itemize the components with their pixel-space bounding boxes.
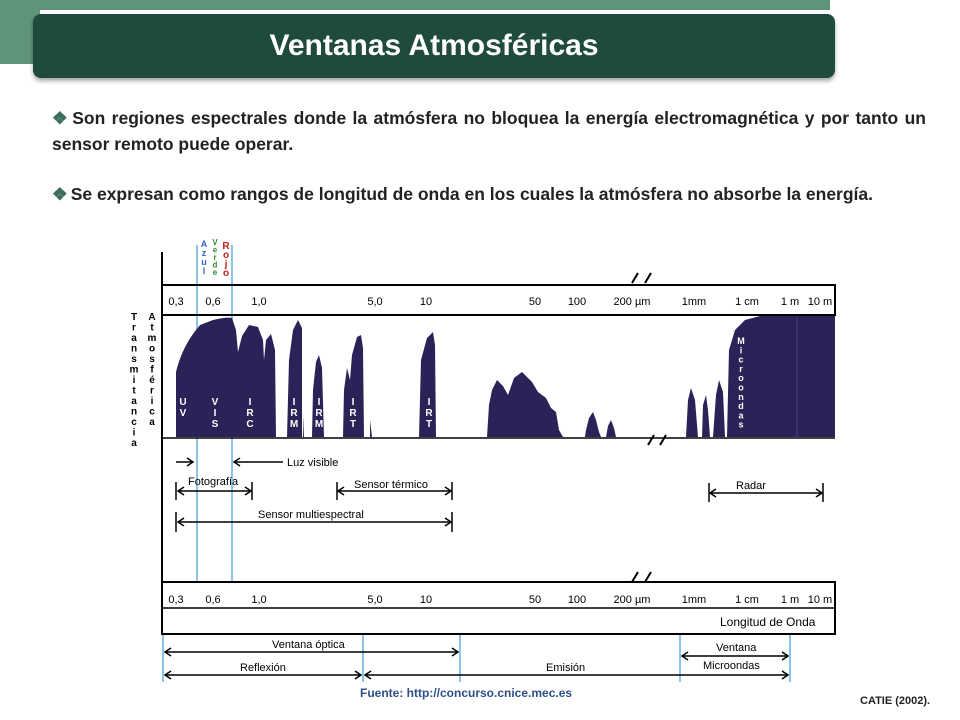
y-label-letter: é bbox=[149, 375, 155, 386]
y-label-letter: t bbox=[150, 322, 154, 334]
scale-tick-label: 0,3 bbox=[168, 296, 184, 308]
band-label-letter: M bbox=[289, 419, 299, 430]
emision-label: Emisión bbox=[546, 662, 586, 674]
band-label-letter: I bbox=[351, 397, 355, 408]
band-label-letter: M bbox=[314, 419, 324, 430]
sensor-labels bbox=[188, 457, 816, 674]
scale-tick-label: 1mm bbox=[681, 296, 707, 308]
microwave-label-letter: a bbox=[738, 410, 744, 421]
y-label-letter: t bbox=[132, 385, 136, 397]
band-label-letter: T bbox=[425, 419, 433, 430]
y-label-letter: i bbox=[132, 427, 136, 439]
y-label-letter: s bbox=[131, 354, 137, 365]
y-label-letter: i bbox=[150, 396, 154, 407]
multiespectral-label: Sensor multiespectral bbox=[258, 509, 364, 521]
ventana-optica-label: Ventana óptica bbox=[272, 639, 345, 651]
visible-color-letter: A bbox=[200, 239, 208, 249]
scale-tick-label: 50 bbox=[528, 594, 542, 606]
visible-color-labels bbox=[201, 238, 231, 279]
luz-visible-label: Luz visible bbox=[287, 457, 339, 469]
radar-label: Radar bbox=[736, 480, 766, 492]
visible-color-letter: u bbox=[201, 257, 207, 267]
y-label-letter: a bbox=[149, 417, 155, 428]
microwave-label-letter: o bbox=[738, 373, 744, 384]
scale-tick-label: 10 bbox=[419, 296, 433, 308]
band-label-letter: I bbox=[292, 397, 296, 408]
scale-tick-label: 1mm bbox=[681, 594, 707, 606]
scale-tick-label: 10 bbox=[419, 594, 433, 606]
scale-tick-label: 1 cm bbox=[735, 296, 759, 308]
y-label-letter: a bbox=[131, 333, 137, 344]
transmittance-curves bbox=[176, 316, 835, 437]
band-label-letter: R bbox=[315, 408, 323, 419]
y-label-letter: s bbox=[149, 354, 155, 365]
visible-color-letter: e bbox=[212, 245, 218, 255]
scale-tick-label: 100 bbox=[567, 594, 587, 606]
y-label-letter: A bbox=[148, 312, 156, 323]
scale-tick-label: 0,3 bbox=[168, 594, 184, 606]
band-label-letter: R bbox=[290, 408, 298, 419]
scale-tick-label: 0,6 bbox=[205, 594, 221, 606]
band-label-letter: I bbox=[427, 397, 431, 408]
scale-tick-label: 100 bbox=[567, 296, 587, 308]
guide-lines bbox=[163, 245, 790, 682]
y-axis-labels bbox=[130, 312, 157, 449]
microwave-label-letter: d bbox=[738, 401, 744, 412]
bullet-mark: ❖ bbox=[52, 108, 70, 128]
y-label-letter: n bbox=[130, 343, 138, 355]
scale-tick-label: 10 m bbox=[807, 296, 833, 308]
visible-color-letter: V bbox=[212, 238, 218, 247]
microwave-label-letter: i bbox=[739, 345, 743, 356]
scale-tick-label: 0,6 bbox=[205, 296, 221, 308]
y-label-letter: m bbox=[147, 333, 157, 344]
visible-color-letter: l bbox=[202, 266, 206, 276]
band-label-letter: I bbox=[317, 397, 321, 408]
reflexion-label: Reflexión bbox=[240, 662, 286, 674]
microwave-label-letter: M bbox=[737, 336, 745, 346]
band-label-letter: R bbox=[246, 408, 254, 419]
band-label-letter: R bbox=[425, 408, 433, 419]
y-label-letter: c bbox=[131, 417, 137, 428]
microwave-label-letter: o bbox=[738, 382, 744, 393]
band-label-letter: R bbox=[349, 408, 357, 419]
microondas-bottom-label: Microondas bbox=[703, 660, 760, 672]
y-label-letter: T bbox=[130, 312, 138, 323]
visible-color-letter: o bbox=[222, 268, 230, 279]
x-axis-label: Longitud de Onda bbox=[720, 615, 816, 629]
sensor-termico-label: Sensor térmico bbox=[354, 479, 428, 491]
visible-color-letter: r bbox=[213, 253, 217, 262]
scale-tick-label: 10 m bbox=[807, 594, 833, 606]
citation: CATIE (2002). bbox=[860, 695, 931, 707]
break-marks bbox=[632, 273, 666, 582]
y-label-letter: c bbox=[149, 406, 155, 418]
bullet-text-2: Se expresan como rangos de longitud de onda en los cuales la atmósfera no absorbe la energía. bbox=[70, 184, 874, 204]
fotografia-label: Fotografía bbox=[188, 476, 239, 488]
bullet-mark: ❖ bbox=[52, 184, 68, 204]
band-label-letter: C bbox=[246, 419, 254, 430]
scale-tick-label: 1,0 bbox=[251, 296, 267, 308]
band-label-letter: U bbox=[179, 397, 187, 408]
visible-color-letter: o bbox=[222, 250, 230, 261]
y-label-letter: r bbox=[150, 385, 154, 397]
y-label-letter: m bbox=[129, 364, 139, 376]
ventana-label: Ventana bbox=[716, 642, 757, 654]
microwave-label-letter: s bbox=[738, 419, 744, 430]
y-label-letter: a bbox=[131, 438, 137, 449]
y-label-letter: a bbox=[131, 396, 137, 407]
scale-tick-label: 1 cm bbox=[735, 594, 759, 606]
scale-tick-label: 1 m bbox=[780, 594, 800, 606]
band-label-letter: S bbox=[211, 419, 219, 430]
scale-tick-label: 50 bbox=[528, 296, 542, 308]
visible-color-letter: z bbox=[201, 248, 207, 258]
y-label-letter: o bbox=[148, 343, 156, 355]
scale-tick-label: 1,0 bbox=[251, 594, 267, 606]
visible-color-letter: j bbox=[224, 259, 228, 270]
y-label-letter: i bbox=[132, 375, 136, 386]
microwave-label-letter: n bbox=[738, 391, 744, 402]
scale-tick-label: 200 µm bbox=[613, 296, 651, 308]
microwave-label-letter: c bbox=[738, 354, 744, 365]
visible-color-letter: R bbox=[222, 241, 230, 252]
band-label-letter: I bbox=[248, 397, 252, 408]
band-label-letter: I bbox=[213, 408, 217, 419]
top-scale-ticks bbox=[168, 296, 832, 308]
band-label-letter: V bbox=[211, 397, 219, 408]
source-note: Fuente: http://concurso.cnice.mec.es bbox=[360, 686, 573, 700]
y-label-letter: f bbox=[150, 364, 154, 376]
scale-tick-label: 1 m bbox=[780, 296, 800, 308]
scale-tick-label: 5,0 bbox=[367, 296, 383, 308]
scale-tick-label: 200 µm bbox=[613, 594, 651, 606]
microwave-label-letter: r bbox=[739, 363, 743, 374]
visible-color-letter: e bbox=[212, 268, 218, 277]
band-label-letter: T bbox=[349, 419, 357, 430]
visible-color-letter: d bbox=[212, 260, 218, 270]
bottom-scale-ticks bbox=[168, 594, 832, 606]
bullet-text-1: Son regiones espectrales donde la atmósfera no bloquea la energía electromagnética y por tanto un sensor remoto puede operar. bbox=[52, 108, 926, 154]
page-title: Ventanas Atmosféricas bbox=[269, 29, 599, 62]
band-label-letter: V bbox=[179, 408, 187, 419]
scale-tick-label: 5,0 bbox=[367, 594, 383, 606]
y-label-letter: r bbox=[132, 322, 136, 334]
y-label-letter: n bbox=[130, 406, 138, 418]
